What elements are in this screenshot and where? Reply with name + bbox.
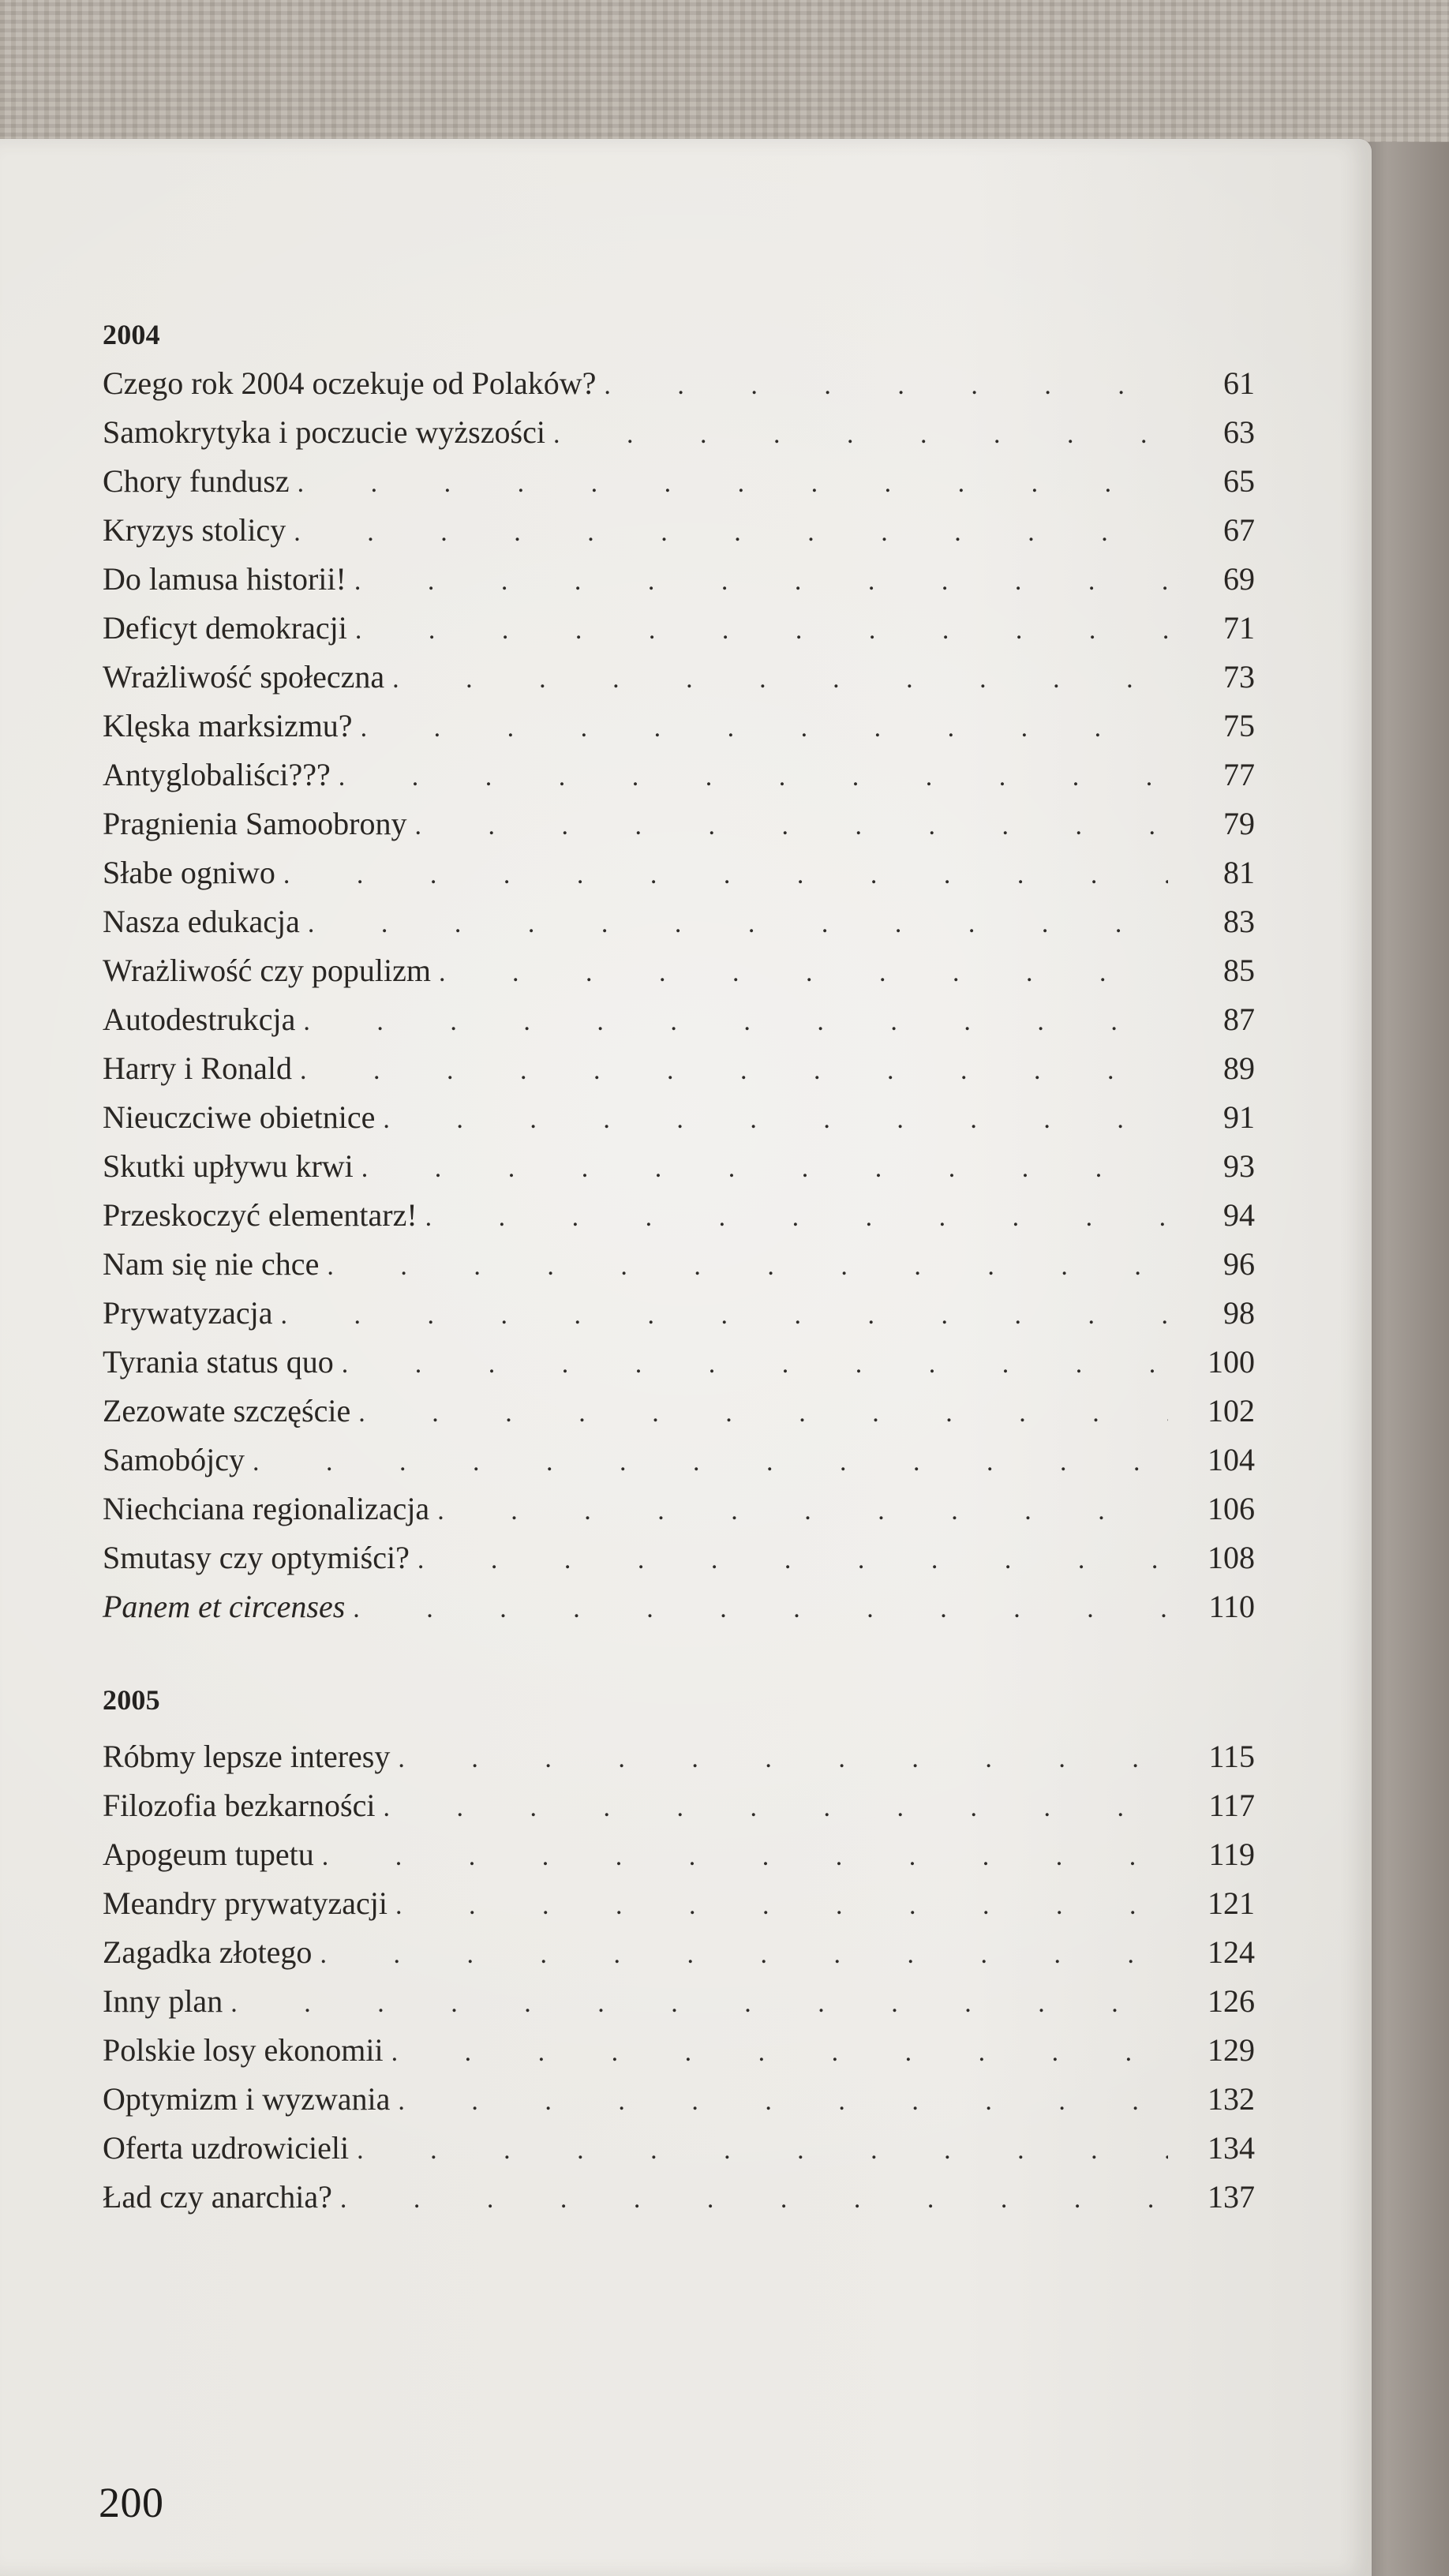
toc-entry (103, 1387, 1255, 1436)
section-2004 (103, 310, 1255, 1631)
dot-leader (395, 1881, 1168, 1930)
page-number: 110 (1208, 1589, 1255, 1624)
dot-leader (358, 1389, 1168, 1438)
toc-entry (103, 1830, 1255, 1879)
toc-entry (103, 702, 1255, 751)
dot-leader (383, 1095, 1168, 1144)
toc-entry (103, 799, 1255, 848)
page-number: 100 (1208, 1344, 1255, 1380)
dot-leader (342, 1340, 1168, 1389)
page-number: 117 (1208, 1788, 1255, 1823)
page-number: 77 (1223, 757, 1255, 792)
page-number: 79 (1223, 806, 1255, 841)
page-number: 124 (1208, 1934, 1255, 1970)
entry-title: Prywatyzacja (103, 1295, 273, 1331)
dot-leader (415, 802, 1169, 851)
toc-entry (103, 1582, 1255, 1631)
entry-title: Panem et circenses (103, 1589, 346, 1624)
dot-leader (339, 753, 1168, 802)
toc-entry (103, 1781, 1255, 1830)
page-number: 96 (1223, 1246, 1255, 1282)
entry-title: Polskie losy ekonomii (103, 2032, 384, 2068)
dot-leader (322, 1833, 1168, 1881)
dot-leader (355, 606, 1168, 655)
entry-title: Inny plan (103, 1983, 223, 2019)
page-number: 67 (1223, 512, 1255, 548)
page-number: 102 (1208, 1393, 1255, 1428)
toc-entry (103, 2075, 1255, 2124)
toc-entry (103, 506, 1255, 555)
page-number: 85 (1223, 953, 1255, 988)
entry-title: Samokrytyka i poczucie wyższości (103, 414, 545, 450)
year-heading-2004: 2004 (103, 319, 160, 350)
dot-leader (398, 2077, 1168, 2126)
page-number: 71 (1223, 610, 1255, 646)
dot-leader (303, 998, 1168, 1046)
toc-entry (103, 1928, 1255, 1977)
page-number: 119 (1208, 1837, 1255, 1872)
toc-entry (103, 1289, 1255, 1338)
entry-title: Pragnienia Samoobrony (103, 806, 407, 841)
dot-leader (425, 1193, 1168, 1242)
dot-leader (340, 2175, 1168, 2224)
page-number: 63 (1223, 414, 1255, 450)
toc-entry (103, 848, 1255, 897)
entry-title: Smutasy czy optymiści? (103, 1540, 410, 1575)
entry-title: Deficyt demokracji (103, 610, 347, 646)
page-number: 89 (1223, 1050, 1255, 1086)
page-number: 129 (1208, 2032, 1255, 2068)
dot-leader (294, 508, 1168, 557)
dot-leader (308, 900, 1168, 949)
page-number: 108 (1208, 1540, 1255, 1575)
dot-leader (253, 1438, 1168, 1487)
entry-title: Zezowate szczęście (103, 1393, 351, 1428)
dot-leader (604, 361, 1168, 410)
toc-entry (103, 1485, 1255, 1533)
page-number: 87 (1223, 1002, 1255, 1037)
entry-title: Do lamusa historii! (103, 561, 346, 597)
entry-title: Zagadka złotego (103, 1934, 313, 1970)
dot-leader (357, 2126, 1168, 2175)
entry-title: Oferta uzdrowicieli (103, 2130, 350, 2166)
page-number: 106 (1208, 1491, 1255, 1526)
toc-entry (103, 1732, 1255, 1781)
toc-entry (103, 1879, 1255, 1928)
entry-title: Nieuczciwe obietnice (103, 1099, 376, 1135)
dot-leader (300, 1046, 1168, 1095)
entry-title: Czego rok 2004 oczekuje od Polaków? (103, 365, 597, 401)
dot-leader (417, 1536, 1168, 1585)
dot-leader (383, 1784, 1168, 1833)
page-number: 69 (1223, 561, 1255, 597)
page-number: 65 (1223, 463, 1255, 499)
page-number: 93 (1223, 1148, 1255, 1184)
entry-title: Przeskoczyć elementarz! (103, 1197, 417, 1233)
year-heading-2005: 2005 (103, 1684, 160, 1716)
dot-leader (392, 655, 1168, 704)
toc-entry (103, 457, 1255, 506)
toc-entry (103, 897, 1255, 946)
toc-entry (103, 1240, 1255, 1289)
dot-leader (354, 557, 1168, 606)
toc-entry (103, 653, 1255, 702)
entry-title: Apogeum tupetu (103, 1837, 314, 1872)
page-number: 115 (1208, 1739, 1255, 1774)
entry-title: Nasza edukacja (103, 904, 300, 939)
toc-entry (103, 359, 1255, 408)
entry-title: Wrażliwość czy populizm (103, 953, 432, 988)
toc-entry (103, 1191, 1255, 1240)
toc-entry (103, 2124, 1255, 2173)
dot-leader (398, 1735, 1168, 1784)
dot-leader (230, 1979, 1168, 2028)
page-number: 83 (1223, 904, 1255, 939)
toc-entry (103, 1436, 1255, 1485)
toc-entry (103, 995, 1255, 1044)
toc-entry (103, 408, 1255, 457)
toc-entry (103, 604, 1255, 653)
entry-title: Autodestrukcja (103, 1002, 296, 1037)
page-number: 81 (1223, 855, 1255, 890)
section-2005 (103, 1676, 1255, 2222)
toc-entry (103, 2173, 1255, 2222)
dot-leader (361, 1144, 1168, 1193)
dot-leader (439, 949, 1168, 998)
entry-title: Róbmy lepsze interesy (103, 1739, 391, 1774)
dot-leader (280, 1291, 1168, 1340)
page-number: 137 (1208, 2179, 1255, 2215)
entry-title: Słabe ogniwo (103, 855, 275, 890)
entry-title: Kryzys stolicy (103, 512, 286, 548)
dot-leader (298, 459, 1168, 508)
entry-title: Antyglobaliści??? (103, 757, 331, 792)
entry-title: Filozofia bezkarności (103, 1788, 376, 1823)
toc-entry (103, 751, 1255, 799)
toc-entry (103, 1533, 1255, 1582)
book-page (0, 139, 1372, 2576)
page-number: 132 (1208, 2081, 1255, 2117)
dot-leader (327, 1242, 1168, 1291)
page-number: 126 (1208, 1983, 1255, 2019)
table-of-contents (103, 310, 1255, 2222)
entry-title: Ład czy anarchia? (103, 2179, 332, 2215)
entry-title: Skutki upływu krwi (103, 1148, 354, 1184)
page-number: 104 (1208, 1442, 1255, 1477)
entry-title: Chory fundusz (103, 463, 290, 499)
toc-entry (103, 1142, 1255, 1191)
page-number: 121 (1208, 1885, 1255, 1921)
toc-entry (103, 555, 1255, 604)
page-number: 75 (1223, 708, 1255, 743)
dot-leader (353, 1585, 1168, 1634)
toc-entry (103, 1093, 1255, 1142)
page-number: 134 (1208, 2130, 1255, 2166)
entry-title: Optymizm i wyzwania (103, 2081, 391, 2117)
dot-leader (361, 704, 1168, 753)
entry-title: Niechciana regionalizacja (103, 1491, 430, 1526)
entry-title: Meandry prywatyzacji (103, 1885, 388, 1921)
entry-title: Nam się nie chce (103, 1246, 320, 1282)
dot-leader (553, 410, 1168, 459)
page-number: 98 (1223, 1295, 1255, 1331)
toc-entry (103, 946, 1255, 995)
page-number: 73 (1223, 659, 1255, 695)
toc-entry (103, 1044, 1255, 1093)
entry-title: Klęska marksizmu? (103, 708, 353, 743)
toc-entry (103, 1338, 1255, 1387)
entry-title: Tyrania status quo (103, 1344, 334, 1380)
dot-leader (283, 851, 1168, 900)
page-number: 61 (1223, 365, 1255, 401)
entry-title: Harry i Ronald (103, 1050, 292, 1086)
page-number: 91 (1223, 1099, 1255, 1135)
toc-entry (103, 2026, 1255, 2075)
dot-leader (437, 1487, 1168, 1536)
entry-title: Wrażliwość społeczna (103, 659, 385, 695)
dot-leader (391, 2028, 1168, 2077)
page-number: 94 (1223, 1197, 1255, 1233)
dot-leader (320, 1930, 1168, 1979)
toc-entry (103, 1977, 1255, 2026)
page-number-folio: 200 (99, 2479, 164, 2526)
entry-title: Samobójcy (103, 1442, 245, 1477)
